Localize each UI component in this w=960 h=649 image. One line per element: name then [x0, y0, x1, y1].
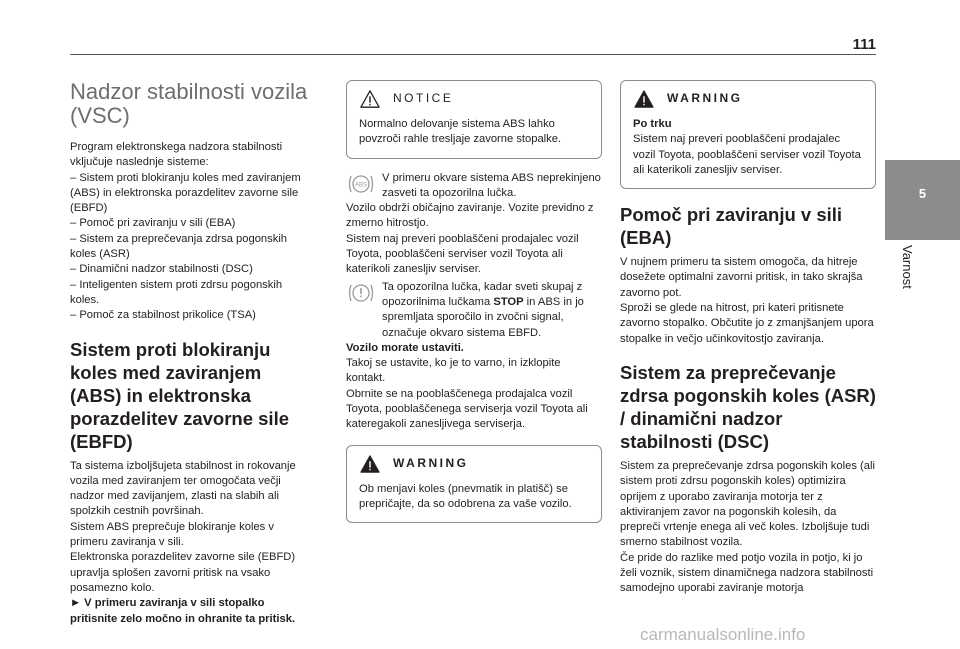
abs-warning-lamp-icon — [346, 171, 376, 197]
vsc-intro: Program elektronskega nadzora stabilnosti vključuje naslednje sisteme: — [70, 141, 283, 169]
vsc-list-item: – Inteligenten sistem proti zdrsu pogonskih koles. — [70, 278, 283, 306]
asr-paragraph: Sistem za preprečevanje zdrsa pogonskih koles (ali sistem proti zdrsu pogonskih koles) optimizira oprijem z uporabo zaviranja motorja ter z aktiviranjem zavor na pogonskih kolesih, da prepreči vrtenje enega ali več koles. Izboljšuje tudi smerno stabilnost vozila. — [620, 459, 875, 549]
warning-triangle-icon — [359, 454, 381, 474]
warning-subtitle: Po trku — [633, 118, 672, 130]
warning-body — [621, 113, 875, 188]
column-right — [620, 80, 876, 597]
column-left — [70, 80, 310, 627]
stop-vehicle-label: Vozilo morate ustaviti. — [346, 341, 464, 354]
warning-triangle-icon — [633, 89, 655, 109]
eba-paragraph: Sproži se glede na hitrost, pri kateri pritisnete zavorno stopalko. Občutite jo z zmanjšanjem upora stopalke in večjo učinkovitostjo zaviranja. — [620, 302, 874, 345]
section-heading-abs: Sistem proti blokiranju koles med zaviranjem (ABS) in elektronska porazdelitev zavorne sile (EBFD) — [70, 338, 290, 452]
warning-title: WARNING — [393, 455, 469, 470]
warning-text: Sistem naj preveri pooblaščeni prodajalec vozil Toyota, pooblaščeni serviser vozil Toyota ali katerikoli zanesljiv serviser. — [633, 133, 861, 176]
warning-text: Ob menjavi koles (pnevmatik in platišč) se prepričajte, da so odobrena za vaše vozilo. — [359, 482, 572, 510]
warning-box-wheels — [346, 445, 602, 524]
svg-text:ABS: ABS — [354, 182, 368, 189]
vsc-list-item: – Sistem za preprečevanja zdrsa pogonskih koles (ASR) — [70, 232, 288, 261]
watermark: carmanualsonline.info — [640, 625, 806, 644]
contact-dealer-text: Obrnite se na pooblaščenega prodajalca vozil Toyota, pooblaščenega serviserja vozil Toyota ali kateregakoli zanesljivega serviserja. — [346, 387, 588, 431]
ebfd-lamp-text: Ta opozorilna lučka, kadar sveti skupaj z opozorilnima lučkama STOP in ABS in jo spremljata sporočilo in zvočni signal, označuje okvaro sistema EBFD. — [382, 280, 584, 339]
abs-paragraph: Sistem ABS preprečuje blokiranje koles v primeru zaviranja v sili. — [70, 520, 274, 549]
section-heading-asr: Sistem za preprečevanje zdrsa pogonskih koles (ASR) / dinamični nadzor stabilnosti (DSC) — [620, 361, 876, 452]
chapter-label-container — [893, 245, 923, 325]
header-rule — [70, 54, 876, 55]
chapter-number: 5 — [918, 186, 927, 201]
notice-box — [346, 80, 602, 159]
asr-paragraph: Če pride do razlike med potjo vozila in potjo, ki jo želi voznik, sistem dinamičnega nadzora stabilnosti samodejno uporabi zaviranje motorja — [620, 551, 874, 595]
section-title-vsc: Nadzor stabilnosti vozila (VSC) — [70, 79, 308, 128]
stop-vehicle-text: Takoj se ustavite, ko je to varno, in izklopite kontakt. — [346, 357, 561, 385]
brake-lamp-row — [346, 280, 602, 341]
eba-paragraph: V nujnem primeru ta sistem omogoča, da hitreje dosežete optimalni zavorni pritisk, in tako skrajša zavorno pot. — [620, 256, 863, 299]
notice-text: Normalno delovanje sistema ABS lahko povzroči rahle tresljaje zavorne stopalke. — [359, 118, 562, 146]
abs-lamp-text: V primeru okvare sistema ABS neprekinjeno zasveti ta opozorilna lučka. — [382, 171, 601, 199]
vsc-list-item: – Pomoč pri zaviranju v sili (EBA) — [70, 217, 236, 230]
warning-box-collision — [620, 80, 876, 189]
column-middle — [346, 80, 602, 535]
warning-title: WARNING — [667, 91, 743, 106]
abs-lamp-row — [346, 171, 602, 202]
abs-service-text: Sistem naj preveri pooblaščeni prodajalec vozil Toyota, pooblaščeni serviser vozil Toyota ali katerikoli zanesljiv serviser. — [346, 232, 579, 276]
brake-warning-lamp-icon — [346, 280, 376, 306]
vsc-list-item: – Sistem proti blokiranju koles med zaviranjem (ABS) in elektronska porazdelitev zavorne sile (EBFD) — [70, 171, 301, 215]
abs-paragraph: Ta sistema izboljšujeta stabilnost in rokovanje vozila med zaviranjem ter omogočata večji nadzor med zavijanjem, zlasti na slabih ali spolzkih cestnih površinah. — [70, 459, 296, 518]
abs-paragraph: Elektronska porazdelitev zavorne sile (EBFD) upravlja splošen zavorni pritisk na vsako posamezno kolo. — [70, 551, 296, 594]
chapter-label: Varnost — [900, 245, 915, 289]
notice-title: NOTICE — [393, 91, 454, 106]
caution-triangle-icon — [359, 89, 381, 109]
vsc-list-item: – Pomoč za stabilnost prikolice (TSA) — [70, 309, 256, 322]
chapter-tab[interactable] — [885, 160, 960, 240]
vsc-list-item: – Dinamični nadzor stabilnosti (DSC) — [70, 263, 253, 276]
abs-drive-text: Vozilo obdrži običajno zaviranje. Vozite previdno z zmerno hitrostjo. — [346, 202, 594, 230]
page-number: 111 — [852, 36, 876, 53]
abs-instruction: ► V primeru zaviranja v sili stopalko pritisnite zelo močno in ohranite ta pritisk. — [70, 597, 296, 625]
section-heading-eba: Pomoč pri zaviranju v sili (EBA) — [620, 204, 843, 249]
